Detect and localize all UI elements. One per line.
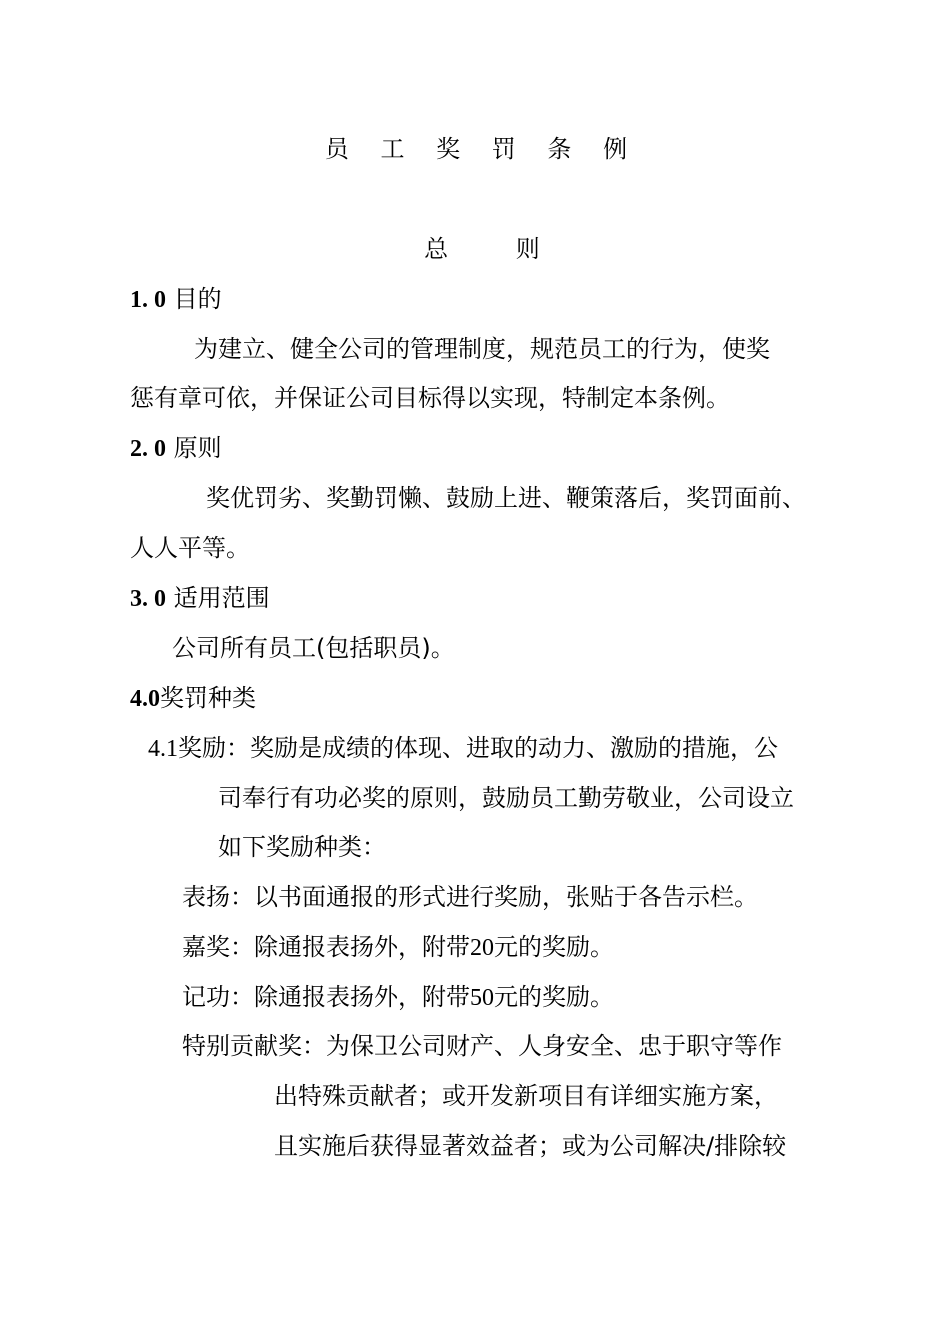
reward-type-praise — [182, 882, 758, 912]
colon: ： — [230, 983, 254, 1011]
section-heading-2 — [130, 433, 222, 464]
reward-type-name: 特别贡献奖 — [182, 1032, 302, 1060]
reward-type-commendation — [182, 932, 614, 963]
section-number: 2. 0 — [130, 436, 166, 462]
reward-type-desc: 为保卫公司财产、人身安全、忠于职守等作 — [326, 1032, 782, 1060]
reward-subsection-line-1 — [148, 733, 778, 764]
section-number: 1. 0 — [130, 287, 166, 313]
colon: ： — [302, 1032, 326, 1060]
section-1-paragraph-line-1: 为建立、健全公司的管理制度，规范员工的行为，使奖 — [194, 335, 770, 363]
colon: ： — [230, 933, 254, 961]
section-number: 3. 0 — [130, 586, 166, 612]
document-title: 员 工 奖 罚 条 例 — [324, 135, 640, 163]
reward-type-special-line-3: 且实施后获得显著效益者；或为公司解决/排除较 — [274, 1132, 787, 1160]
section-title: 适用范围 — [173, 584, 270, 612]
section-heading-4 — [130, 683, 256, 714]
colon: ： — [230, 883, 254, 911]
reward-type-name: 嘉奖 — [182, 933, 230, 961]
reward-type-desc: 除通报表扬外，附带 — [254, 933, 470, 961]
section-heading-3 — [130, 583, 270, 614]
reward-subsection-line-3: 如下奖励种类： — [218, 833, 386, 861]
reward-type-desc-end: 元的奖励。 — [494, 933, 614, 961]
section-title: 奖罚种类 — [160, 684, 256, 712]
reward-type-special-line-2: 出特殊贡献者；或开发新项目有详细实施方案， — [274, 1082, 778, 1110]
section-2-paragraph-line-1: 奖优罚劣、奖勤罚懒、鼓励上进、鞭策落后，奖罚面前、 — [206, 484, 806, 512]
reward-subsection-line-2: 司奉行有功必奖的原则，鼓励员工勤劳敬业，公司设立 — [218, 784, 794, 812]
reward-amount: 50 — [470, 985, 494, 1011]
reward-type-desc-end: 元的奖励。 — [494, 983, 614, 1011]
subsection-number: 4.1 — [148, 736, 178, 762]
section-3-paragraph-line-1: 公司所有员工(包括职员)。 — [172, 634, 455, 662]
section-1-paragraph-line-2: 惩有章可依，并保证公司目标得以实现，特制定本条例。 — [130, 384, 730, 412]
section-heading-1 — [130, 284, 222, 315]
reward-type-name: 记功 — [182, 983, 230, 1011]
reward-type-merit — [182, 982, 614, 1013]
section-2-paragraph-line-2: 人人平等。 — [130, 534, 250, 562]
reward-type-desc: 除通报表扬外，附带 — [254, 983, 470, 1011]
reward-type-desc: 以书面通报的形式进行奖励，张贴于各告示栏。 — [254, 883, 758, 911]
section-title: 目的 — [173, 285, 222, 313]
chapter-heading: 总 则 — [424, 235, 540, 263]
reward-type-name: 表扬 — [182, 883, 230, 911]
subsection-text: 奖励：奖励是成绩的体现、进取的动力、激励的措施，公 — [178, 734, 778, 762]
section-title: 原则 — [173, 434, 222, 462]
reward-amount: 20 — [470, 935, 494, 961]
section-number: 4.0 — [130, 686, 160, 712]
reward-type-special-line-1 — [182, 1031, 782, 1061]
